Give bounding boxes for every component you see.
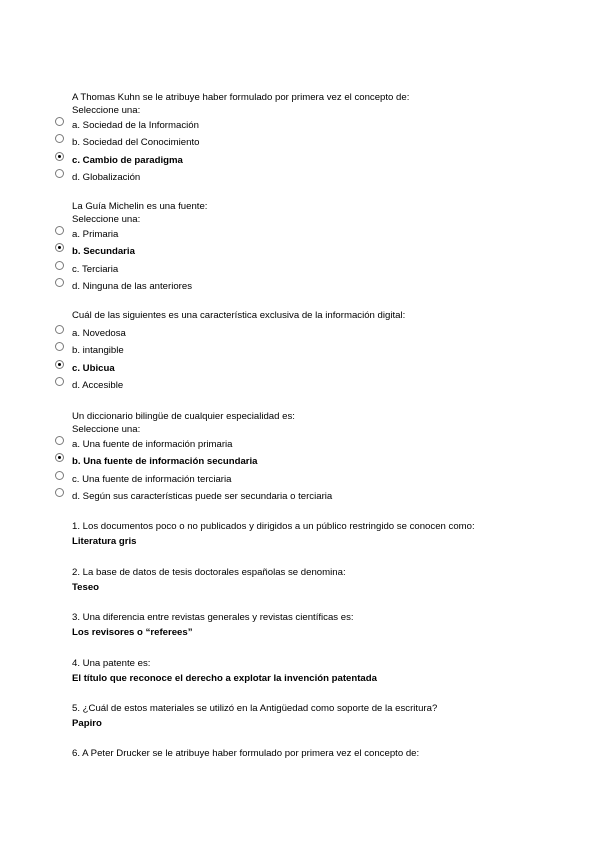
select-instruction: Seleccione una: — [72, 105, 141, 116]
option-b[interactable] — [72, 243, 572, 260]
radio-button[interactable] — [55, 488, 64, 497]
option-label: a. Una fuente de información primaria — [72, 439, 233, 450]
mc-question-1 — [72, 91, 572, 186]
option-a[interactable] — [72, 436, 572, 453]
answer-text: El título que reconoce el derecho a explotar la invención patentada — [72, 673, 377, 684]
radio-button[interactable] — [55, 226, 64, 235]
numbered-question-4 — [72, 656, 572, 686]
select-instruction: Seleccione una: — [72, 424, 141, 435]
radio-button[interactable] — [55, 342, 64, 351]
option-d[interactable] — [72, 169, 572, 186]
question-prompt: La Guía Michelin es una fuente: — [72, 201, 208, 212]
option-label: d. Accesible — [72, 379, 124, 391]
option-label: d. Globalización — [72, 171, 141, 183]
radio-button[interactable] — [55, 360, 64, 369]
option-d[interactable] — [72, 377, 572, 394]
option-label: c. Cambio de paradigma — [72, 154, 183, 166]
question-prompt: Cuál de las siguientes es una característica exclusiva de la información digital: — [72, 310, 406, 321]
option-label: a. Sociedad de la Información — [72, 120, 199, 131]
question-text: 5. ¿Cuál de estos materiales se utilizó en la Antigüedad como soporte de la escritura? — [72, 703, 438, 714]
option-d[interactable] — [72, 278, 572, 295]
select-instruction: Seleccione una: — [72, 214, 141, 225]
question-text: 6. A Peter Drucker se le atribuye haber formulado por primera vez el concepto de: — [72, 748, 420, 759]
option-label: b. Sociedad del Conocimiento — [72, 137, 200, 149]
option-label: d. Según sus características puede ser secundaria o terciaria — [72, 490, 333, 502]
question-prompt: Un diccionario bilingüe de cualquier especialidad es: — [72, 411, 295, 422]
option-label: a. Primaria — [72, 229, 119, 240]
radio-button[interactable] — [55, 325, 64, 334]
numbered-question-2 — [72, 565, 572, 595]
option-label: a. Novedosa — [72, 328, 126, 339]
radio-button[interactable] — [55, 243, 64, 252]
option-c[interactable] — [72, 471, 572, 488]
option-b[interactable] — [72, 342, 572, 359]
option-d[interactable] — [72, 488, 572, 505]
radio-button[interactable] — [55, 278, 64, 287]
numbered-question-1 — [72, 519, 572, 549]
option-a[interactable] — [72, 325, 572, 342]
mc-question-2 — [72, 200, 572, 295]
option-c[interactable] — [72, 261, 572, 278]
option-b[interactable] — [72, 453, 572, 470]
numbered-question-6 — [72, 746, 572, 761]
question-prompt: A Thomas Kuhn se le atribuye haber formulado por primera vez el concepto de: — [72, 92, 410, 103]
answer-text: Literatura gris — [72, 536, 137, 547]
option-label: d. Ninguna de las anteriores — [72, 280, 192, 292]
option-b[interactable] — [72, 134, 572, 151]
radio-button[interactable] — [55, 377, 64, 386]
radio-button[interactable] — [55, 261, 64, 270]
radio-button[interactable] — [55, 471, 64, 480]
answer-text: Teseo — [72, 582, 100, 593]
option-c[interactable] — [72, 360, 572, 377]
question-text: 1. Los documentos poco o no publicados y dirigidos a un público restringido se conocen como: — [72, 521, 475, 532]
numbered-question-5 — [72, 701, 572, 731]
option-label: b. Secundaria — [72, 246, 135, 258]
radio-button[interactable] — [55, 134, 64, 143]
option-label: b. intangible — [72, 345, 124, 357]
mc-question-3 — [72, 309, 572, 394]
numbered-question-3 — [72, 610, 572, 640]
radio-button[interactable] — [55, 169, 64, 178]
option-a[interactable] — [72, 117, 572, 134]
question-text: 2. La base de datos de tesis doctorales españolas se denomina: — [72, 567, 346, 578]
option-label: c. Ubicua — [72, 362, 115, 374]
question-text: 4. Una patente es: — [72, 658, 151, 669]
option-label: b. Una fuente de información secundaria — [72, 456, 258, 468]
radio-button[interactable] — [55, 453, 64, 462]
option-label: c. Terciaria — [72, 263, 119, 275]
option-c[interactable] — [72, 152, 572, 169]
radio-button[interactable] — [55, 117, 64, 126]
mc-question-4 — [72, 410, 572, 505]
answer-text: Papiro — [72, 718, 102, 729]
radio-button[interactable] — [55, 436, 64, 445]
option-label: c. Una fuente de información terciaria — [72, 473, 232, 485]
radio-button[interactable] — [55, 152, 64, 161]
option-a[interactable] — [72, 226, 572, 243]
question-text: 3. Una diferencia entre revistas generales y revistas científicas es: — [72, 612, 354, 623]
answer-text: Los revisores o “referees” — [72, 627, 193, 638]
